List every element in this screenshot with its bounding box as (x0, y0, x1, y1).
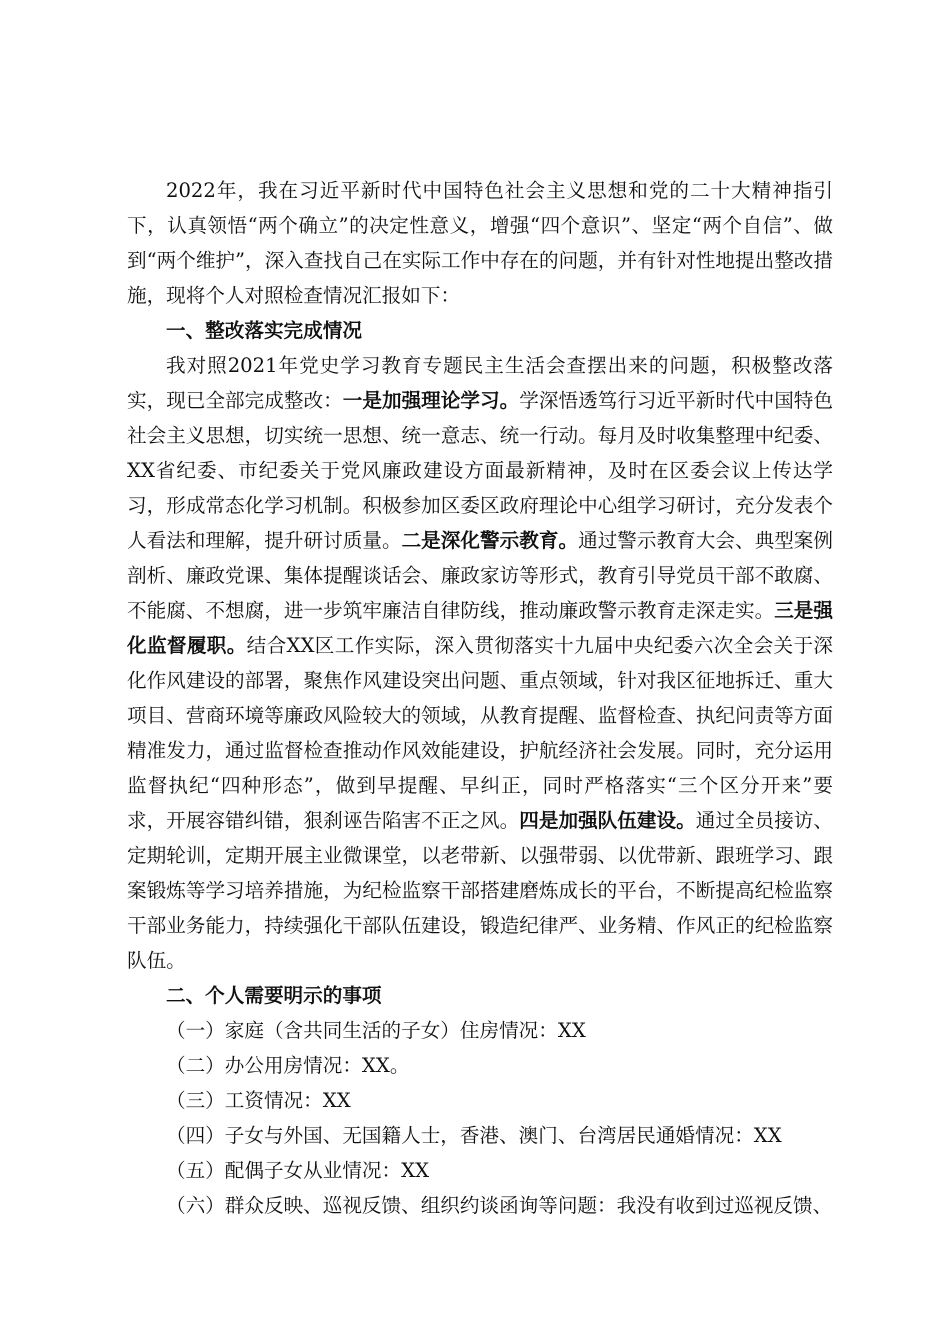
section-heading-rectification: 一、整改落实完成情况 (166, 319, 362, 342)
section-heading-disclosure: 二、个人需要明示的事项 (166, 984, 382, 1007)
point-one-text: 学深悟透笃行习近平新时代中国特色社会主义思想，切实统一思想、统一意志、统一行动。每月及时收集整理中纪委、XX省纪委、市纪委关于党风廉政建设方面最新精神，及时在区委会议上传达学习，形成常态化学习机制。积极参加区委区政府理论中心组学习研讨，充分发表个人看法和理解，提升研讨质量。 (127, 389, 834, 552)
point-four-title: 四是加强队伍建设。 (519, 809, 696, 832)
disclosure-item-office: （二）办公用房情况：XX。 (166, 1054, 410, 1077)
point-two-title: 二是深化警示教育。 (401, 529, 579, 552)
point-two-text: 通过警示教育大会、典型案例剖析、廉政党课、集体提醒谈话会、廉政家访等形式，教育引导党员干部不敢腐、不能腐、不想腐，进一步筑牢廉洁自律防线，推动廉政警示教育走深走实。 (127, 529, 834, 622)
disclosure-item-marriage: （四）子女与外国、无国籍人士，香港、澳门、台湾居民通婚情况：XX (166, 1124, 782, 1147)
disclosure-item-salary: （三）工资情况：XX (166, 1089, 351, 1112)
intro-paragraph: 2022年，我在习近平新时代中国特色社会主义思想和党的二十大精神指引下，认真领悟“两个确立”的决定性意义，增强“四个意识”、坚定“两个自信”、做到“两个维护”，深入查找自己在实际工作中存在的问题，并有针对性地提出整改措施，现将个人对照检查情况汇报如下： (127, 179, 833, 307)
point-four-text: 通过全员接访、定期轮训，定期开展主业微课堂，以老带新、以强带弱、以优带新、跟班学习、跟案锻炼等学习培养措施，为纪检监察干部搭建磨炼成长的平台，不断提高纪检监察干部业务能力，持续强化干部队伍建设，锻造纪律严、业务精、作风正的纪检监察队伍。 (127, 809, 834, 972)
document-body (127, 173, 833, 1223)
point-three-title: 三是强化监督履职。 (127, 599, 834, 657)
disclosure-item-housing: （一）家庭（含共同生活的子女）住房情况：XX (166, 1019, 586, 1042)
disclosure-item-employment: （五）配偶子女从业情况：XX (166, 1159, 430, 1182)
disclosure-item-inspection: （六）群众反映、巡视反馈、组织约谈函询等问题：我没有收到过巡视反馈、 (166, 1194, 833, 1217)
point-three-text: 结合XX区工作实际，深入贯彻落实十九届中央纪委六次全会关于深化作风建设的部署，聚焦作风建设突出问题、重点领域，针对我区征地拆迁、重大项目、营商环境等廉政风险较大的领域，从教育提醒、监督检查、执纪问责等方面精准发力，通过监督检查推动作风效能建设，护航经济社会发展。同时，充分运用监督执纪“四种形态”，做到早提醒、早纠正，同时严格落实“三个区分开来”要求，开展容错纠错，狠刹诬告陷害不正之风。 (127, 634, 833, 832)
rectification-paragraph (127, 348, 833, 978)
rectification-intro-text: 我对照2021年党史学习教育专题民主生活会查摆出来的问题，积极整改落实，现已全部完成整改： (127, 354, 833, 412)
point-one-title: 一是加强理论学习。 (342, 389, 520, 412)
